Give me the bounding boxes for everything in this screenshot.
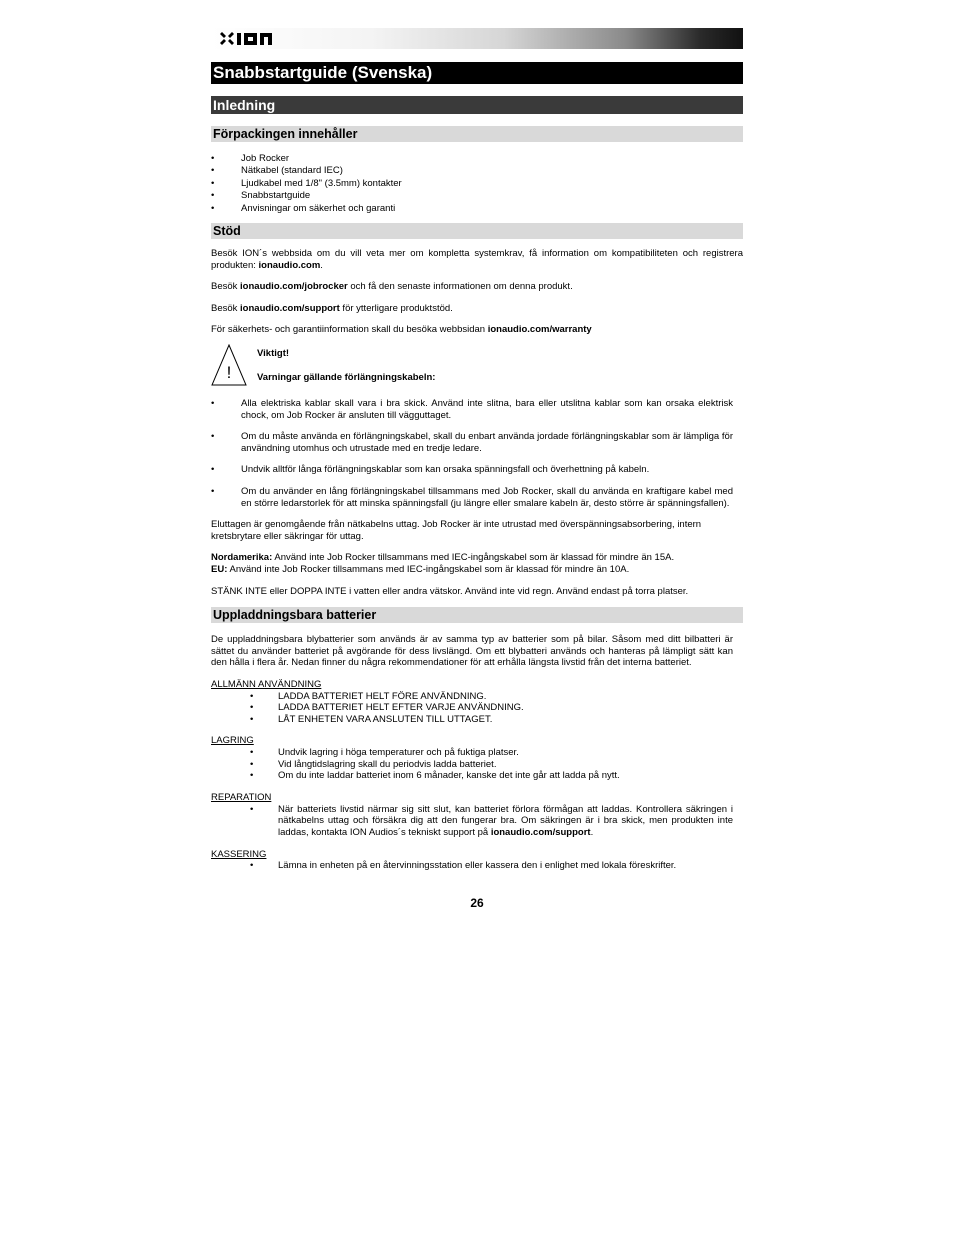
- list-item: • När batteriets livstid närmar sig sitt slut, kan batteriet förlora förmågan att laddas. Kontrollera säkringen i nätkabelns uttag och försäkra dig att den fungerar bra. Om säkringen är i bra skick, men produkten inte laddas, kontakta ION Audios´s tekniskt support på ionaudio.com/support.: [250, 803, 733, 839]
- warning-triangle-icon: [211, 344, 247, 386]
- list-item: • Vid långtidslagring skall du periodvis ladda batteriet.: [250, 758, 497, 770]
- list-item: • Job Rocker: [211, 153, 290, 164]
- ion-logo: [219, 30, 279, 47]
- section-heading-support: Stöd: [211, 223, 743, 239]
- storage-list: [211, 747, 743, 782]
- disposal-label: KASSERING: [211, 848, 267, 860]
- repair-list: [211, 804, 733, 839]
- disposal-list: [211, 860, 743, 872]
- list-item: • Om du måste använda en förlängningskabel, skall du enbart använda jordade förlängningskablar som är lämpliga för användning utomhus och utrustade med en tredje ledare.: [211, 431, 733, 454]
- list-item: • Alla elektriska kablar skall vara i bra skick. Använd inte slitna, bara eller utslitna kablar som kan orsaka elektrisk chock, om Job Rocker är ansluten till vägguttaget.: [211, 398, 733, 421]
- list-item: • LÅT ENHETEN VARA ANSLUTEN TILL UTTAGET.: [250, 713, 493, 725]
- list-item: • LADDA BATTERIET HELT FÖRE ANVÄNDNING.: [250, 690, 487, 702]
- repair-label: REPARATION: [211, 792, 272, 804]
- section-heading-batteries: Uppladdningsbara batterier: [211, 607, 743, 623]
- warning-important-label: Viktigt!: [257, 348, 290, 359]
- support-paragraph-2: Besök ionaudio.com/jobrocker och få den senaste informationen om denna produkt.: [211, 281, 573, 293]
- section-heading-box-contents: Förpackingen innehåller: [211, 126, 743, 142]
- warning-subtitle: Varningar gällande förlängningskabeln:: [257, 372, 436, 383]
- list-item: • Nätkabel (standard IEC): [211, 165, 343, 177]
- list-item: • Om du inte laddar batteriet inom 6 månader, kanske det inte går att ladda på nytt.: [250, 770, 620, 782]
- general-use-label: ALLMÄNN ANVÄNDNING: [211, 678, 322, 690]
- section-heading-intro: Inledning: [211, 96, 743, 114]
- batteries-intro: De uppladdningsbara blybatterier som används är av samma typ av batterier som på bilar. Såsom med ditt bilbatteri är sättet du använder batteriet på avgörande för dess livslängd. Om ett blybatteri används och hanteras på lämpligt sätt kan den hålla i flera år. Nedan finner du några rekommendationer för att erhålla längsta livstid från det interna batteriet.: [211, 634, 733, 669]
- storage-label: LAGRING: [211, 735, 254, 747]
- list-item: • Lämna in enheten på en återvinningsstation eller kassera den i enlighet med lokala föreskrifter.: [250, 860, 677, 872]
- general-use-list: [211, 691, 743, 726]
- list-item: • Anvisningar om säkerhet och garanti: [211, 202, 396, 214]
- list-item: • Om du använder en lång förlängningskabel tillsammans med Job Rocker, skall du använda en kraftigare kabel med en större ledarstorlek för att minska spänningsfall (ju längre eller smalare kabeln är, desto större är spänningsfallen).: [211, 485, 733, 509]
- box-contents-list: [211, 153, 743, 215]
- list-item: • LADDA BATTERIET HELT EFTER VARJE ANVÄNDNING.: [250, 702, 524, 714]
- warning-list: [211, 398, 733, 509]
- support-paragraph-4: För säkerhets- och garantiinformation skall du besöka webbsidan ionaudio.com/warranty: [211, 324, 592, 336]
- list-item: • Ljudkabel med 1/8" (3.5mm) kontakter: [211, 177, 402, 189]
- water-warning-paragraph: STÄNK INTE eller DOPPA INTE i vatten eller andra vätskor. Använd inte vid regn. Använd endast på torra platser.: [211, 585, 689, 597]
- warning-symbol: !: [226, 363, 232, 382]
- warning-block: [211, 344, 743, 388]
- page-title: Snabbstartguide (Svenska): [211, 62, 743, 84]
- outlet-paragraph: Eluttagen är genomgående från nätkabelns uttag. Job Rocker är inte utrustad med överspänningsabsorbering, intern kretsbrytare eller säkringar för uttag.: [211, 519, 702, 542]
- manual-page: [211, 28, 743, 910]
- rating-paragraph: Nordamerika: Använd inte Job Rocker tillsammans med IEC-ingångskabel som är klassad för mindre än 15A. EU: Använd inte Job Rocker tillsammans med IEC-ingångskabel som är klassad för mindre än 10A.: [211, 552, 675, 575]
- support-paragraph-3: Besök ionaudio.com/support för ytterligare produktstöd.: [211, 302, 453, 314]
- list-item: • Undvik alltför långa förlängningskablar som kan orsaka spänningsfall och överhettning på kabeln.: [211, 464, 650, 476]
- brand-header-bar: [211, 28, 743, 49]
- page-number: 26: [470, 895, 484, 910]
- list-item: • Undvik lagring i höga temperaturer och på fuktiga platser.: [250, 746, 519, 758]
- support-paragraph-1: Besök ION´s webbsida om du vill veta mer om kompletta systemkrav, få information om kompatibiliteten och registrera produkten: ionaudio.com.: [211, 248, 743, 271]
- list-item: • Snabbstartguide: [211, 190, 311, 202]
